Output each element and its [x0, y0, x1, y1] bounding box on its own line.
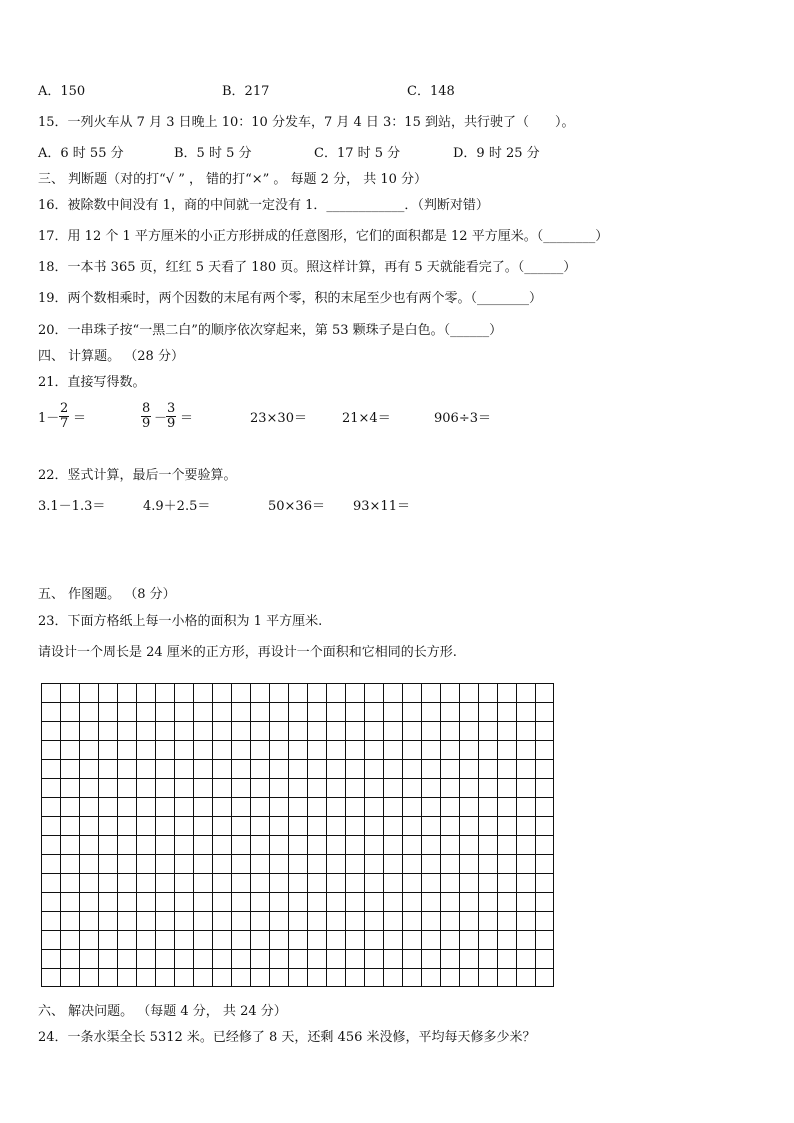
q21-expr5: 906÷3＝	[434, 411, 491, 426]
q22-expr3: 50×36＝	[268, 499, 325, 514]
q14-option-b: B．217	[222, 84, 270, 99]
q21-expr2-operator: －	[154, 411, 168, 426]
q22-expr4: 93×11＝	[353, 499, 410, 514]
q21-expr1-lead: 1－	[38, 411, 60, 426]
q21-expr2-tail: ＝	[180, 411, 194, 426]
fraction-denominator: 7	[60, 416, 69, 431]
q24-text: 24．一条水渠全长 5312 米。已经修了 8 天，还剩 456 米没修，平均每天修多少米？	[38, 1030, 536, 1045]
q16-text: 16．被除数中间没有 1，商的中间就一定没有 1．____________．（判断对错）	[38, 198, 489, 213]
q21-stem: 21．直接写得数。	[38, 375, 146, 390]
q21-expr3: 23×30＝	[250, 411, 307, 426]
q21-expr1-fraction	[59, 402, 69, 431]
q15-option-b: B．5 时 5 分	[174, 146, 252, 161]
q14-option-c: C．148	[407, 84, 455, 99]
q21-expr1-tail: ＝	[73, 411, 87, 426]
q14-option-a: A．150	[38, 84, 86, 99]
fraction-denominator: 9	[167, 416, 176, 431]
fraction-numerator: 8	[142, 401, 151, 416]
fraction-numerator: 2	[60, 401, 69, 416]
section5-title: 五、 作图题。 （8 分）	[38, 587, 176, 602]
fraction-numerator: 3	[167, 401, 176, 416]
fraction-denominator: 9	[142, 416, 151, 431]
q15-option-a: A．6 时 55 分	[38, 146, 124, 161]
q23-stem: 23．下面方格纸上每一小格的面积为 1 平方厘米.	[38, 614, 323, 629]
grid-paper[interactable]	[41, 683, 554, 987]
q18-text: 18．一本书 365 页，红红 5 天看了 180 页。照这样计算，再有 5 天就能看完了。（______）	[38, 260, 577, 275]
q22-stem: 22．竖式计算，最后一个要验算。	[38, 468, 237, 483]
q21-expr4: 21×4＝	[342, 411, 391, 426]
q15-option-c: C．17 时 5 分	[314, 146, 401, 161]
section4-title: 四、 计算题。 （28 分）	[38, 349, 184, 364]
q15-option-d: D．9 时 25 分	[453, 146, 540, 161]
q22-expr1: 3.1－1.3＝	[38, 499, 106, 514]
q20-text: 20．一串珠子按“一黑二白”的顺序依次穿起来，第 53 颗珠子是白色。（______）	[38, 323, 503, 338]
q15-stem: 15．一列火车从 7 月 3 日晚上 10：10 分发车，7 月 4 日 3：15 到站，共行驶了（ ）。	[38, 115, 575, 130]
q17-text: 17．用 12 个 1 平方厘米的小正方形拼成的任意图形，它们的面积都是 12 平方厘米。（________）	[38, 229, 609, 244]
q22-expr2: 4.9＋2.5＝	[143, 499, 211, 514]
q19-text: 19．两个数相乘时，两个因数的末尾有两个零，积的末尾至少也有两个零。（________）	[38, 291, 543, 306]
section6-title: 六、 解决问题。 （每题 4 分， 共 24 分）	[38, 1004, 287, 1019]
section3-title: 三、 判断题（对的打“√ ” ， 错的打“×” 。 每题 2 分， 共 10 分）	[38, 172, 428, 187]
q21-expr2-fraction2	[166, 402, 176, 431]
q21-expr2-fraction1	[141, 402, 151, 431]
q23-instruction: 请设计一个周长是 24 厘米的正方形，再设计一个面积和它相同的长方形.	[38, 645, 457, 660]
